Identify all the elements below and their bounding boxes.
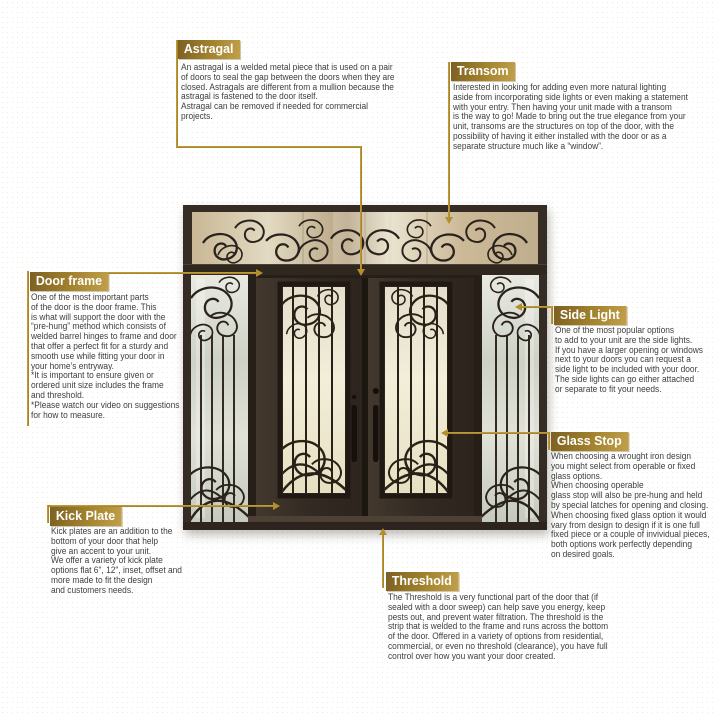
glass-stop-connector-edge [548, 432, 550, 450]
astragal-arrow-icon [357, 269, 365, 276]
door-frame-label: Door frame [30, 272, 109, 291]
left-door-knob [352, 395, 356, 399]
glass-stop-label: Glass Stop [551, 432, 628, 451]
glass-stop-connector-line [447, 432, 548, 434]
side-light-connector-line [521, 306, 551, 308]
kick-plate-arrow-icon [273, 502, 280, 510]
astragal-description: An astragal is a welded metal piece that is used on a pair of doors to seal the gap between the doors when they are closed. Astragals are different from a mullion because the astragal is fastened to the door itself. Astragal can be removed if needed for commercial projects. [181, 62, 395, 121]
threshold-connector-line [382, 534, 384, 588]
side-light-connector-edge [551, 306, 553, 324]
transom-label: Transom [451, 62, 515, 81]
door-frame-connector-line [96, 272, 256, 274]
transom-arrow-icon [445, 217, 453, 224]
transom-description: Interested in looking for adding even more natural lighting aside from incorporating side lights or even making a statement with your entry. Then having your unit made with a transom is the way to go! Made to bring out the true elegance from your unit, transoms are the structures on top of the door, with the possibility of having it either installed with the door or as a separate structure much like a “window”. [453, 82, 688, 151]
door-frame-description: One of the most important parts of the door is the door frame. This is what will support the door with the “pre-hung” method which consists of welded barrel hinges to frame and door that offer a perfect fit for a sturdy and smooth use while fitting your door in your home’s entryway. *It is important to ensure given or ordered unit size includes the frame and threshold. *Please watch our video on suggestions for how to measure. [31, 292, 180, 420]
right-door-pull-handle [373, 405, 379, 462]
door-graphic [183, 205, 547, 530]
astragal-label: Astragal [178, 40, 240, 59]
left-door-pull-handle [352, 405, 358, 462]
door-frame-connector-edge [27, 271, 29, 426]
threshold-label: Threshold [386, 572, 459, 591]
kick-plate-connector-edge [47, 505, 49, 523]
side-light-label: Side Light [554, 306, 627, 325]
astragal-stile [362, 278, 368, 520]
deadbolt [373, 388, 379, 394]
kick-plate-label: Kick Plate [50, 507, 122, 526]
threshold-description: The Threshold is a very functional part of the door that (if sealed with a door sweep) can help save you energy, keep pests out, and prevent water filtration. The threshold is the strip that is welded to the frame and runs across the bottom of the door. Offered in a variety of options from residential, commercial, or even no threshold (clearance), you have full control over how you want your door created. [388, 592, 609, 661]
threshold-sill [248, 516, 482, 523]
side-light-description: One of the most popular options to add to your unit are the side lights. If you have a larger opening or windows next to your doors you can request a side light to be included with your door. The side lights can go either attached or separate to fit your needs. [555, 325, 703, 394]
kick-plate-description: Kick plates are an addition to the bottom of your door that help give an accent to your unit. We offer a variety of kick plate options flat 6", 12", inset, offset and more made to fit the design and customers needs. [51, 526, 182, 595]
door-frame-arrow-icon [256, 269, 263, 277]
bottom-frame-rail [183, 522, 547, 530]
transom-connector-line [448, 62, 450, 218]
glass-stop-description: When choosing a wrought iron design you might select from operable or fixed glass options. When choosing operable glass stop will also be pre-hung and held by special latches for opening and closing. When choosing fixed glass option it would vary from design to design if it is one full fixed piece or a couple of invividual pieces, both options work perfectly depending on desired goals. [551, 451, 710, 559]
astragal-connector-line [360, 146, 362, 270]
astragal-connector-line [176, 146, 362, 148]
